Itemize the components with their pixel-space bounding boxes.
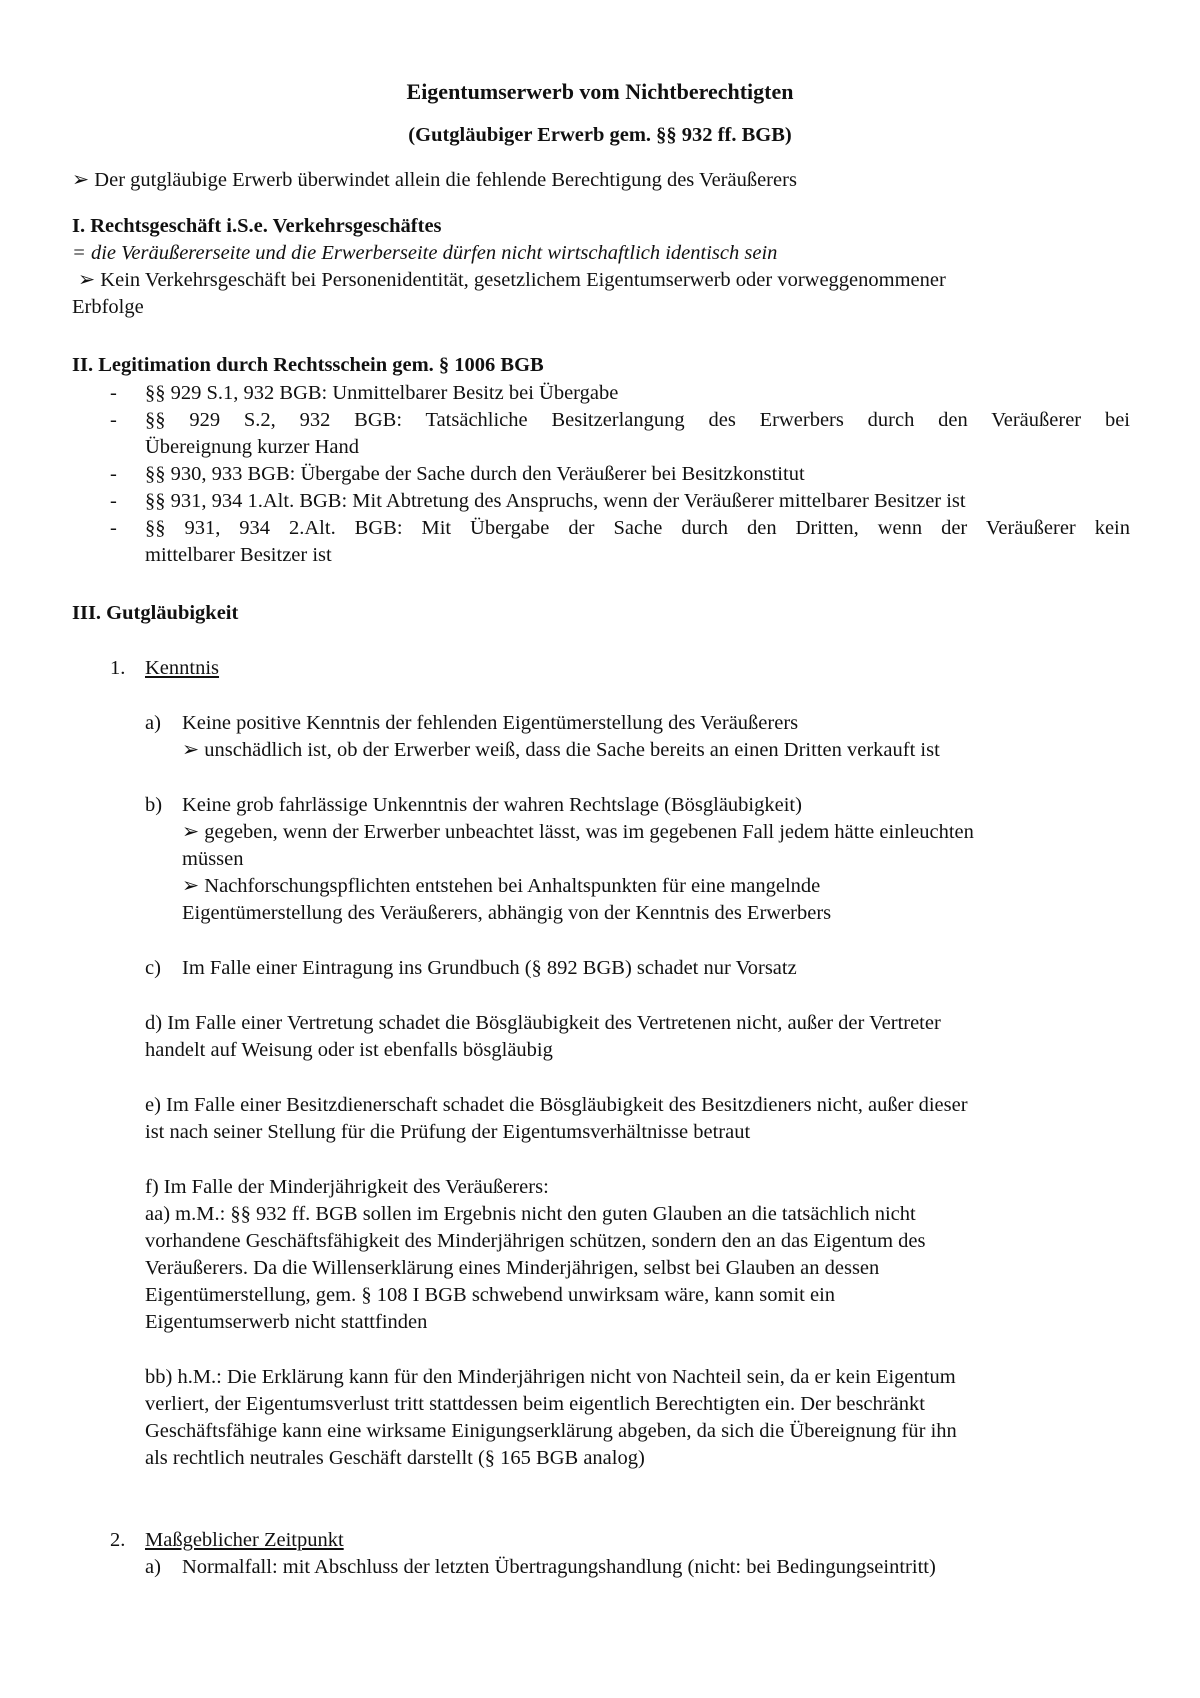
bullet-dash: -	[110, 517, 117, 539]
bullet-dash: -	[110, 463, 117, 485]
item-c-marker: c)	[145, 957, 161, 979]
item-c-text: Im Falle einer Eintragung ins Grundbuch (§ 892 BGB) schadet nur Vorsatz	[182, 957, 797, 979]
item-b-note1-line1: ➢ gegeben, wenn der Erwerber unbeachtet lässt, was im gegebenen Fall jedem hätte einleuchten	[182, 821, 974, 843]
item-d-line1: d) Im Falle einer Vertretung schadet die Bösgläubigkeit des Vertretenen nicht, außer der Vertreter	[145, 1012, 941, 1034]
item-a-marker: a)	[145, 712, 161, 734]
section-2-item-5-line1: §§ 931, 934 2.Alt. BGB: Mit Übergabe der Sache durch den Dritten, wenn der Veräußerer kein	[145, 517, 1130, 539]
section-1-definition: = die Veräußererseite und die Erwerberseite dürfen nicht wirtschaftlich identisch sein	[72, 242, 778, 264]
item-b-text: Keine grob fahrlässige Unkenntnis der wahren Rechtslage (Bösgläubigkeit)	[182, 794, 802, 816]
section-3-heading: III. Gutgläubigkeit	[72, 602, 239, 624]
section-1-note-line2: Erbfolge	[72, 296, 144, 318]
item-e-line1: e) Im Falle einer Besitzdienerschaft schadet die Bösgläubigkeit des Besitzdieners nicht, außer dieser	[145, 1094, 968, 1116]
item-d-line2: handelt auf Weisung oder ist ebenfalls bösgläubig	[145, 1039, 553, 1061]
point-2-label: Maßgeblicher Zeitpunkt	[145, 1529, 344, 1551]
point-2-number: 2.	[110, 1529, 126, 1551]
section-2-item-5-line2: mittelbarer Besitzer ist	[145, 544, 332, 566]
section-2-item-3: §§ 930, 933 BGB: Übergabe der Sache durch den Veräußerer bei Besitzkonstitut	[145, 463, 805, 485]
point-2-item-a-marker: a)	[145, 1556, 161, 1578]
point-2-item-a-text: Normalfall: mit Abschluss der letzten Übertragungshandlung (nicht: bei Bedingungseintritt)	[182, 1556, 936, 1578]
bullet-dash: -	[110, 382, 117, 404]
item-e-line2: ist nach seiner Stellung für die Prüfung der Eigentumsverhältnisse betraut	[145, 1121, 751, 1143]
section-1-note-line1: ➢ Kein Verkehrsgeschäft bei Personenidentität, gesetzlichem Eigentumserwerb oder vorweggenommener	[78, 269, 946, 291]
document-subtitle: (Gutgläubiger Erwerb gem. §§ 932 ff. BGB)	[408, 124, 792, 146]
point-1-number: 1.	[110, 657, 126, 679]
section-2-item-4: §§ 931, 934 1.Alt. BGB: Mit Abtretung des Anspruchs, wenn der Veräußerer mittelbarer Besitzer ist	[145, 490, 966, 512]
item-b-note1-line2: müssen	[182, 848, 244, 870]
point-1-label: Kenntnis	[145, 657, 220, 679]
item-f-aa-line5: Eigentumserwerb nicht stattfinden	[145, 1311, 428, 1333]
item-f-bb-line2: verliert, der Eigentumsverlust tritt stattdessen beim eigentlich Berechtigten ein. Der beschränkt	[145, 1393, 925, 1415]
item-f-bb-line4: als rechtlich neutrales Geschäft darstellt (§ 165 BGB analog)	[145, 1447, 645, 1469]
item-f-bb-line1: bb) h.M.: Die Erklärung kann für den Minderjährigen nicht von Nachteil sein, da er kein Eigentum	[145, 1366, 956, 1388]
document-title: Eigentumserwerb vom Nichtberechtigten	[406, 79, 794, 104]
section-1-heading: I. Rechtsgeschäft i.S.e. Verkehrsgeschäftes	[72, 215, 442, 237]
bullet-dash: -	[110, 490, 117, 512]
item-b-note2-line1: ➢ Nachforschungspflichten entstehen bei Anhaltspunkten für eine mangelnde	[182, 875, 821, 897]
section-2-item-2-line2: Übereignung kurzer Hand	[145, 436, 360, 458]
intro-note: ➢ Der gutgläubige Erwerb überwindet allein die fehlende Berechtigung des Veräußerers	[72, 169, 797, 191]
item-b-marker: b)	[145, 794, 163, 816]
item-f-aa-line3: Veräußerers. Da die Willenserklärung eines Minderjährigen, selbst bei Glauben an dessen	[145, 1257, 880, 1279]
item-f-aa-line4: Eigentümerstellung, gem. § 108 I BGB schwebend unwirksam wäre, kann somit ein	[145, 1284, 836, 1306]
bullet-dash: -	[110, 409, 117, 431]
item-f-line1: f) Im Falle der Minderjährigkeit des Veräußerers:	[145, 1176, 549, 1198]
section-2-item-2-line1: §§ 929 S.2, 932 BGB: Tatsächliche Besitzerlangung des Erwerbers durch den Veräußerer bei	[145, 409, 1130, 431]
section-2-heading: II. Legitimation durch Rechtsschein gem. § 1006 BGB	[72, 354, 544, 376]
item-f-bb-line3: Geschäftsfähige kann eine wirksame Einigungserklärung abgeben, da sich die Übereignung für ihn	[145, 1420, 957, 1442]
item-a-note: ➢ unschädlich ist, ob der Erwerber weiß, dass die Sache bereits an einen Dritten verkauft ist	[182, 739, 940, 761]
item-b-note2-line2: Eigentümerstellung des Veräußerers, abhängig von der Kenntnis des Erwerbers	[182, 902, 832, 924]
item-f-aa-line2: vorhandene Geschäftsfähigkeit des Minderjährigen schützen, sondern den an das Eigentum des	[145, 1230, 926, 1252]
item-a-text: Keine positive Kenntnis der fehlenden Eigentümerstellung des Veräußerers	[182, 712, 799, 734]
section-2-item-1: §§ 929 S.1, 932 BGB: Unmittelbarer Besitz bei Übergabe	[145, 382, 619, 404]
item-f-aa-line1: aa) m.M.: §§ 932 ff. BGB sollen im Ergebnis nicht den guten Glauben an die tatsächlich nicht	[145, 1203, 916, 1225]
